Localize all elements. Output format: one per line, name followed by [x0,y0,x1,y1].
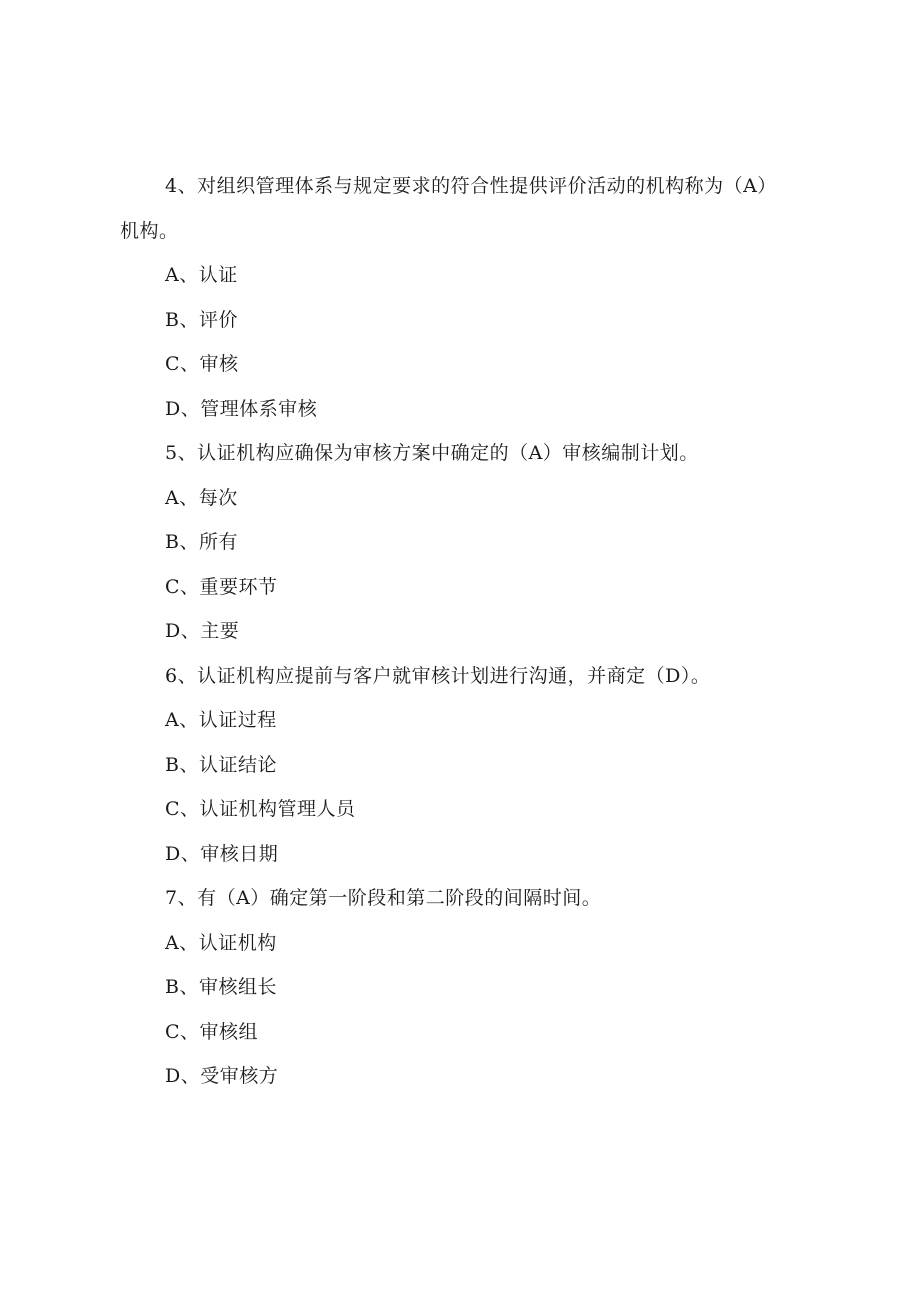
question-4-stem-continued: 机构。 [120,220,179,242]
question-7-option-d: D、受审核方 [165,1065,279,1087]
question-7-option-a: A、认证机构 [165,932,277,954]
question-6-stem: 6、认证机构应提前与客户就审核计划进行沟通，并商定（D）。 [165,665,711,687]
question-4-option-d: D、管理体系审核 [165,398,318,420]
question-7-option-b: B、审核组长 [165,976,277,998]
question-4-option-a: A、认证 [165,264,238,286]
question-5-stem: 5、认证机构应确保为审核方案中确定的（A）审核编制计划。 [165,442,699,464]
question-4-option-b: B、评价 [165,309,238,331]
question-6-option-b: B、认证结论 [165,754,277,776]
question-6-option-d: D、审核日期 [165,843,279,865]
question-6-option-a: A、认证过程 [165,709,277,731]
question-7-stem: 7、有（A）确定第一阶段和第二阶段的间隔时间。 [165,887,602,909]
question-5-option-b: B、所有 [165,531,238,553]
question-6-option-c: C、认证机构管理人员 [165,798,356,820]
question-4-stem: 4、对组织管理体系与规定要求的符合性提供评价活动的机构称为（A） [165,175,777,197]
question-4-option-c: C、审核 [165,353,239,375]
question-5-option-a: A、每次 [165,487,238,509]
question-7-option-c: C、审核组 [165,1021,259,1043]
question-5-option-c: C、重要环节 [165,576,278,598]
question-5-option-d: D、主要 [165,620,240,642]
